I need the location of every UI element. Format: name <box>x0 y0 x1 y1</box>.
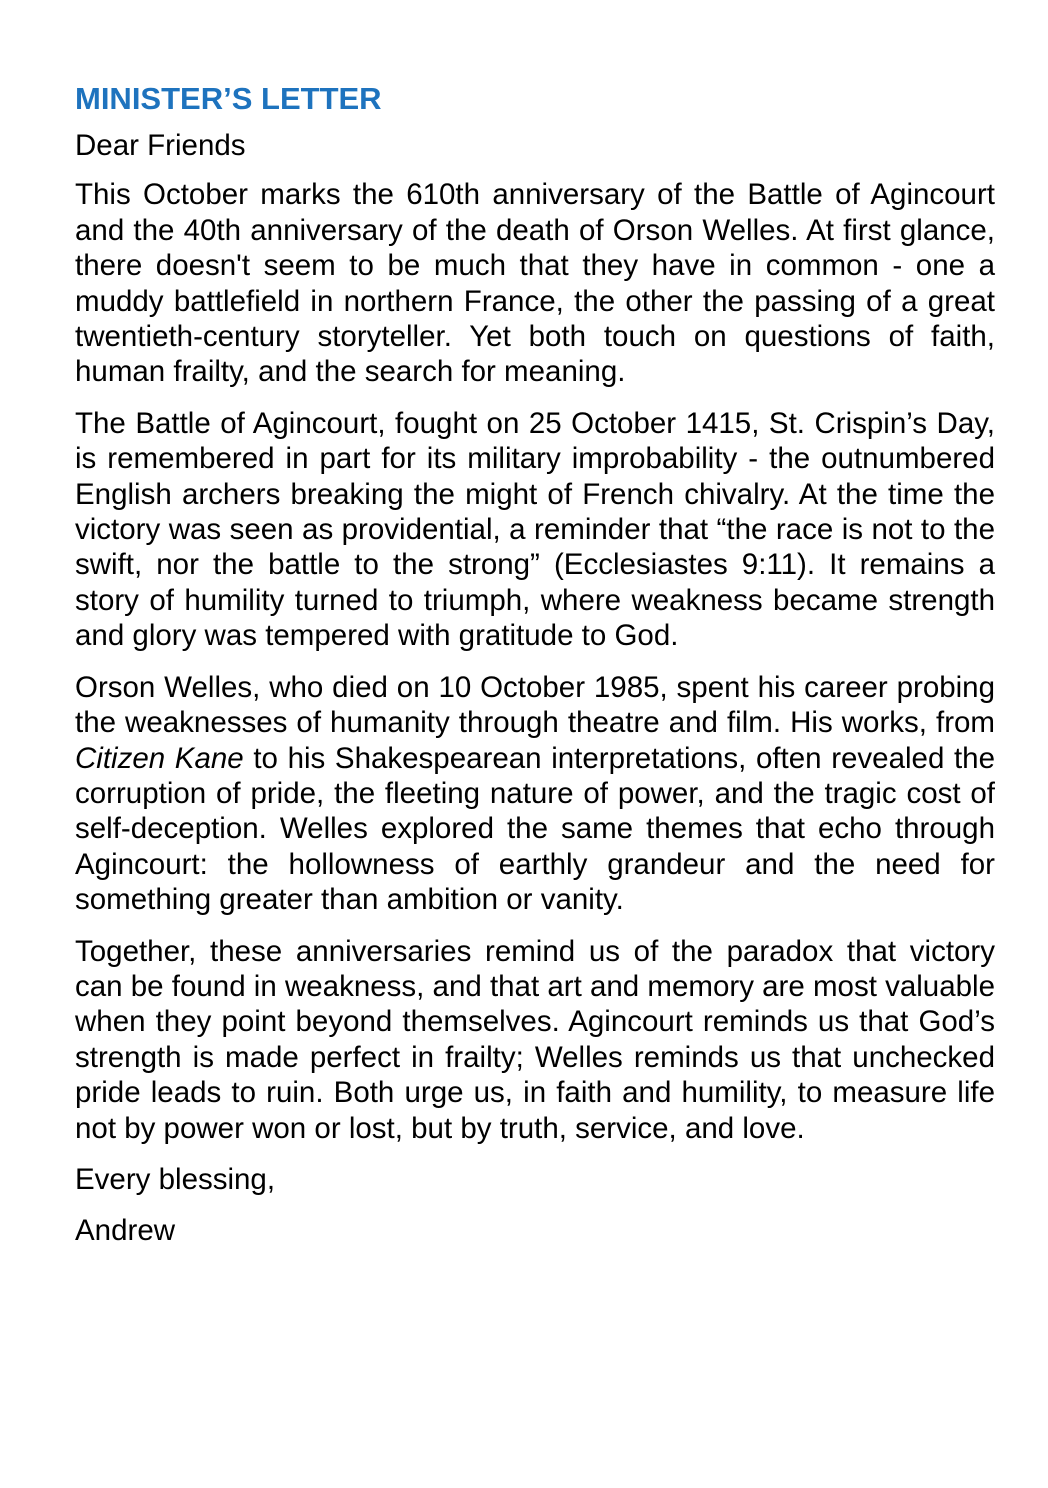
letter-page <box>75 76 995 1265</box>
paragraph-3-text-after: to his Shakespearean interpretations, often revealed the corruption of pride, the fleeting nature of power, and the tragic cost of self-deception. Welles explored the same themes that echo through Agincourt: the hollowness of earthly grandeur and the need for something greater than ambition or vanity. <box>75 741 995 917</box>
letter-closing: Every blessing, <box>75 1162 276 1196</box>
paragraph-3 <box>75 670 995 918</box>
film-title-citizen-kane: Citizen Kane <box>75 741 244 775</box>
paragraph-4: Together, these anniversaries remind us of the paradox that victory can be found in weakness, and that art and memory are most valuable when they point beyond themselves. Agincourt reminds us that God’s strength is made perfect in frailty; Welles reminds us that unchecked pride leads to ruin. Both urge us, in faith and humility, to measure life not by power won or lost, but by truth, service, and love. <box>75 934 995 1145</box>
letter-greeting: Dear Friends <box>75 129 246 162</box>
paragraph-3-text-before: Orson Welles, who died on 10 October 1985, spent his career probing the weaknesses of humanity through theatre and film. His works, from <box>75 670 995 740</box>
letter-title: MINISTER’S LETTER <box>75 81 382 116</box>
letter-signature: Andrew <box>75 1214 176 1248</box>
paragraph-1: This October marks the 610th anniversary of the Battle of Agincourt and the 40th anniversary of the death of Orson Welles. At first glance, there doesn't seem to be much that they have in common - one a muddy battlefield in northern France, the other the passing of a great twentieth-century storyteller. Yet both touch on questions of faith, human frailty, and the search for meaning. <box>75 178 995 389</box>
paragraph-2: The Battle of Agincourt, fought on 25 October 1415, St. Crispin’s Day, is remembered in part for its military improbability - the outnumbered English archers breaking the might of French chivalry. At the time the victory was seen as providential, a reminder that “the race is not to the swift, nor the battle to the strong” (Ecclesiastes 9:11). It remains a story of humility turned to triumph, where weakness became strength and glory was tempered with gratitude to God. <box>75 406 995 653</box>
